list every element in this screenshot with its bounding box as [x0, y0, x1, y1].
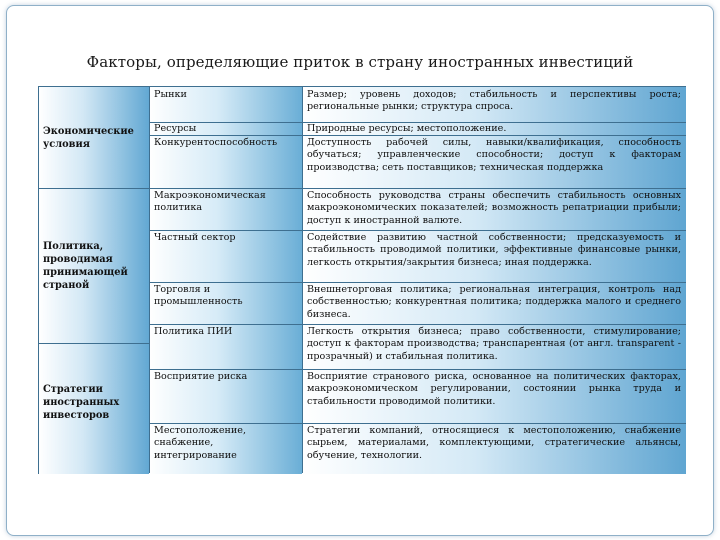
description-cell — [302, 122, 686, 135]
factor-cell — [149, 122, 302, 135]
row-divider — [39, 188, 686, 189]
description-text: Природные ресурсы; местоположение. — [307, 123, 507, 134]
factor-cell — [149, 87, 302, 122]
row-divider — [39, 343, 149, 344]
slide-title: Факторы, определяющие приток в страну иностранных инвестиций — [86, 53, 634, 71]
factor-cell — [149, 135, 302, 188]
group-economic-conditions — [39, 87, 149, 188]
description-text: Стратегии компаний, относящиеся к местоположению, снабжение сырьем, материалами, комплектующими, стратегические альянсы, обучение, технологии. — [307, 425, 681, 461]
factor-cell — [149, 282, 302, 324]
row-divider — [149, 423, 686, 424]
column-divider — [149, 87, 150, 473]
description-cell — [302, 188, 686, 230]
factor-label: Макроэкономическая политика — [154, 190, 266, 214]
factor-label: Рынки — [154, 89, 187, 100]
description-cell — [302, 282, 686, 324]
description-cell — [302, 230, 686, 282]
factor-label: Политика ПИИ — [154, 326, 233, 337]
group-label: Стратегии иностранных инвесторов — [43, 384, 120, 421]
factor-cell — [149, 324, 302, 369]
description-cell — [302, 324, 686, 369]
description-cell — [302, 87, 686, 122]
description-text: Доступность рабочей силы, навыки/квалификация, способность обучаться; управленческие способности; доступ к факторам производства; сеть поставщиков; техническая поддержка — [307, 137, 681, 173]
description-text: Способность руководства страны обеспечить стабильность основных макроэкономических показателей; возможность репатриации прибыли; доступ к иностранной валюте. — [307, 190, 681, 226]
row-divider — [149, 324, 686, 325]
factor-cell — [149, 423, 302, 474]
factor-label: Ресурсы — [154, 123, 197, 134]
column-divider — [302, 87, 303, 473]
description-cell — [302, 423, 686, 474]
group-investor-strategies — [39, 343, 149, 474]
factor-label: Местоположение, снабжение, интегрирование — [154, 425, 247, 461]
factor-cell — [149, 230, 302, 282]
row-divider — [149, 122, 686, 123]
description-cell — [302, 369, 686, 423]
description-text: Восприятие странового риска, основанное на политических факторах, макроэкономическом регулировании, состоянии рынка труда и стабильности проводимой политики. — [307, 371, 681, 407]
factor-label: Конкурентоспособность — [154, 137, 278, 148]
factor-label: Торговля и промышленность — [154, 284, 243, 308]
factors-table — [38, 86, 686, 474]
group-label: Политика, проводимая принимающей страной — [43, 240, 128, 291]
factor-label: Восприятие риска — [154, 371, 248, 382]
factor-cell — [149, 369, 302, 423]
description-text: Внешнеторговая политика; региональная интеграция, контроль над собственностью; конкурентная политика; поддержка малого и среднего бизнеса. — [307, 284, 681, 320]
description-cell — [302, 135, 686, 188]
row-divider — [149, 369, 686, 370]
row-divider — [149, 135, 686, 136]
row-divider — [149, 230, 686, 231]
factor-label: Частный сектор — [154, 232, 236, 243]
factor-cell — [149, 188, 302, 230]
description-text: Содействие развитию частной собственности; предсказуемость и стабильность проводимой политики, эффективные финансовые рынки, легкость открытия/закрытия бизнеса; иная поддержка. — [307, 232, 681, 268]
description-text: Размер; уровень доходов; стабильность и перспективы роста; региональные рынки; структура спроса. — [307, 89, 681, 113]
description-text: Легкость открытия бизнеса; право собственности, стимулирование; доступ к факторам производства; транспарентная (от англ. transparent - прозрачный) и стабильная политика. — [307, 326, 681, 362]
row-divider — [149, 282, 686, 283]
group-label: Экономические условия — [43, 125, 134, 150]
group-host-policy — [39, 188, 149, 343]
